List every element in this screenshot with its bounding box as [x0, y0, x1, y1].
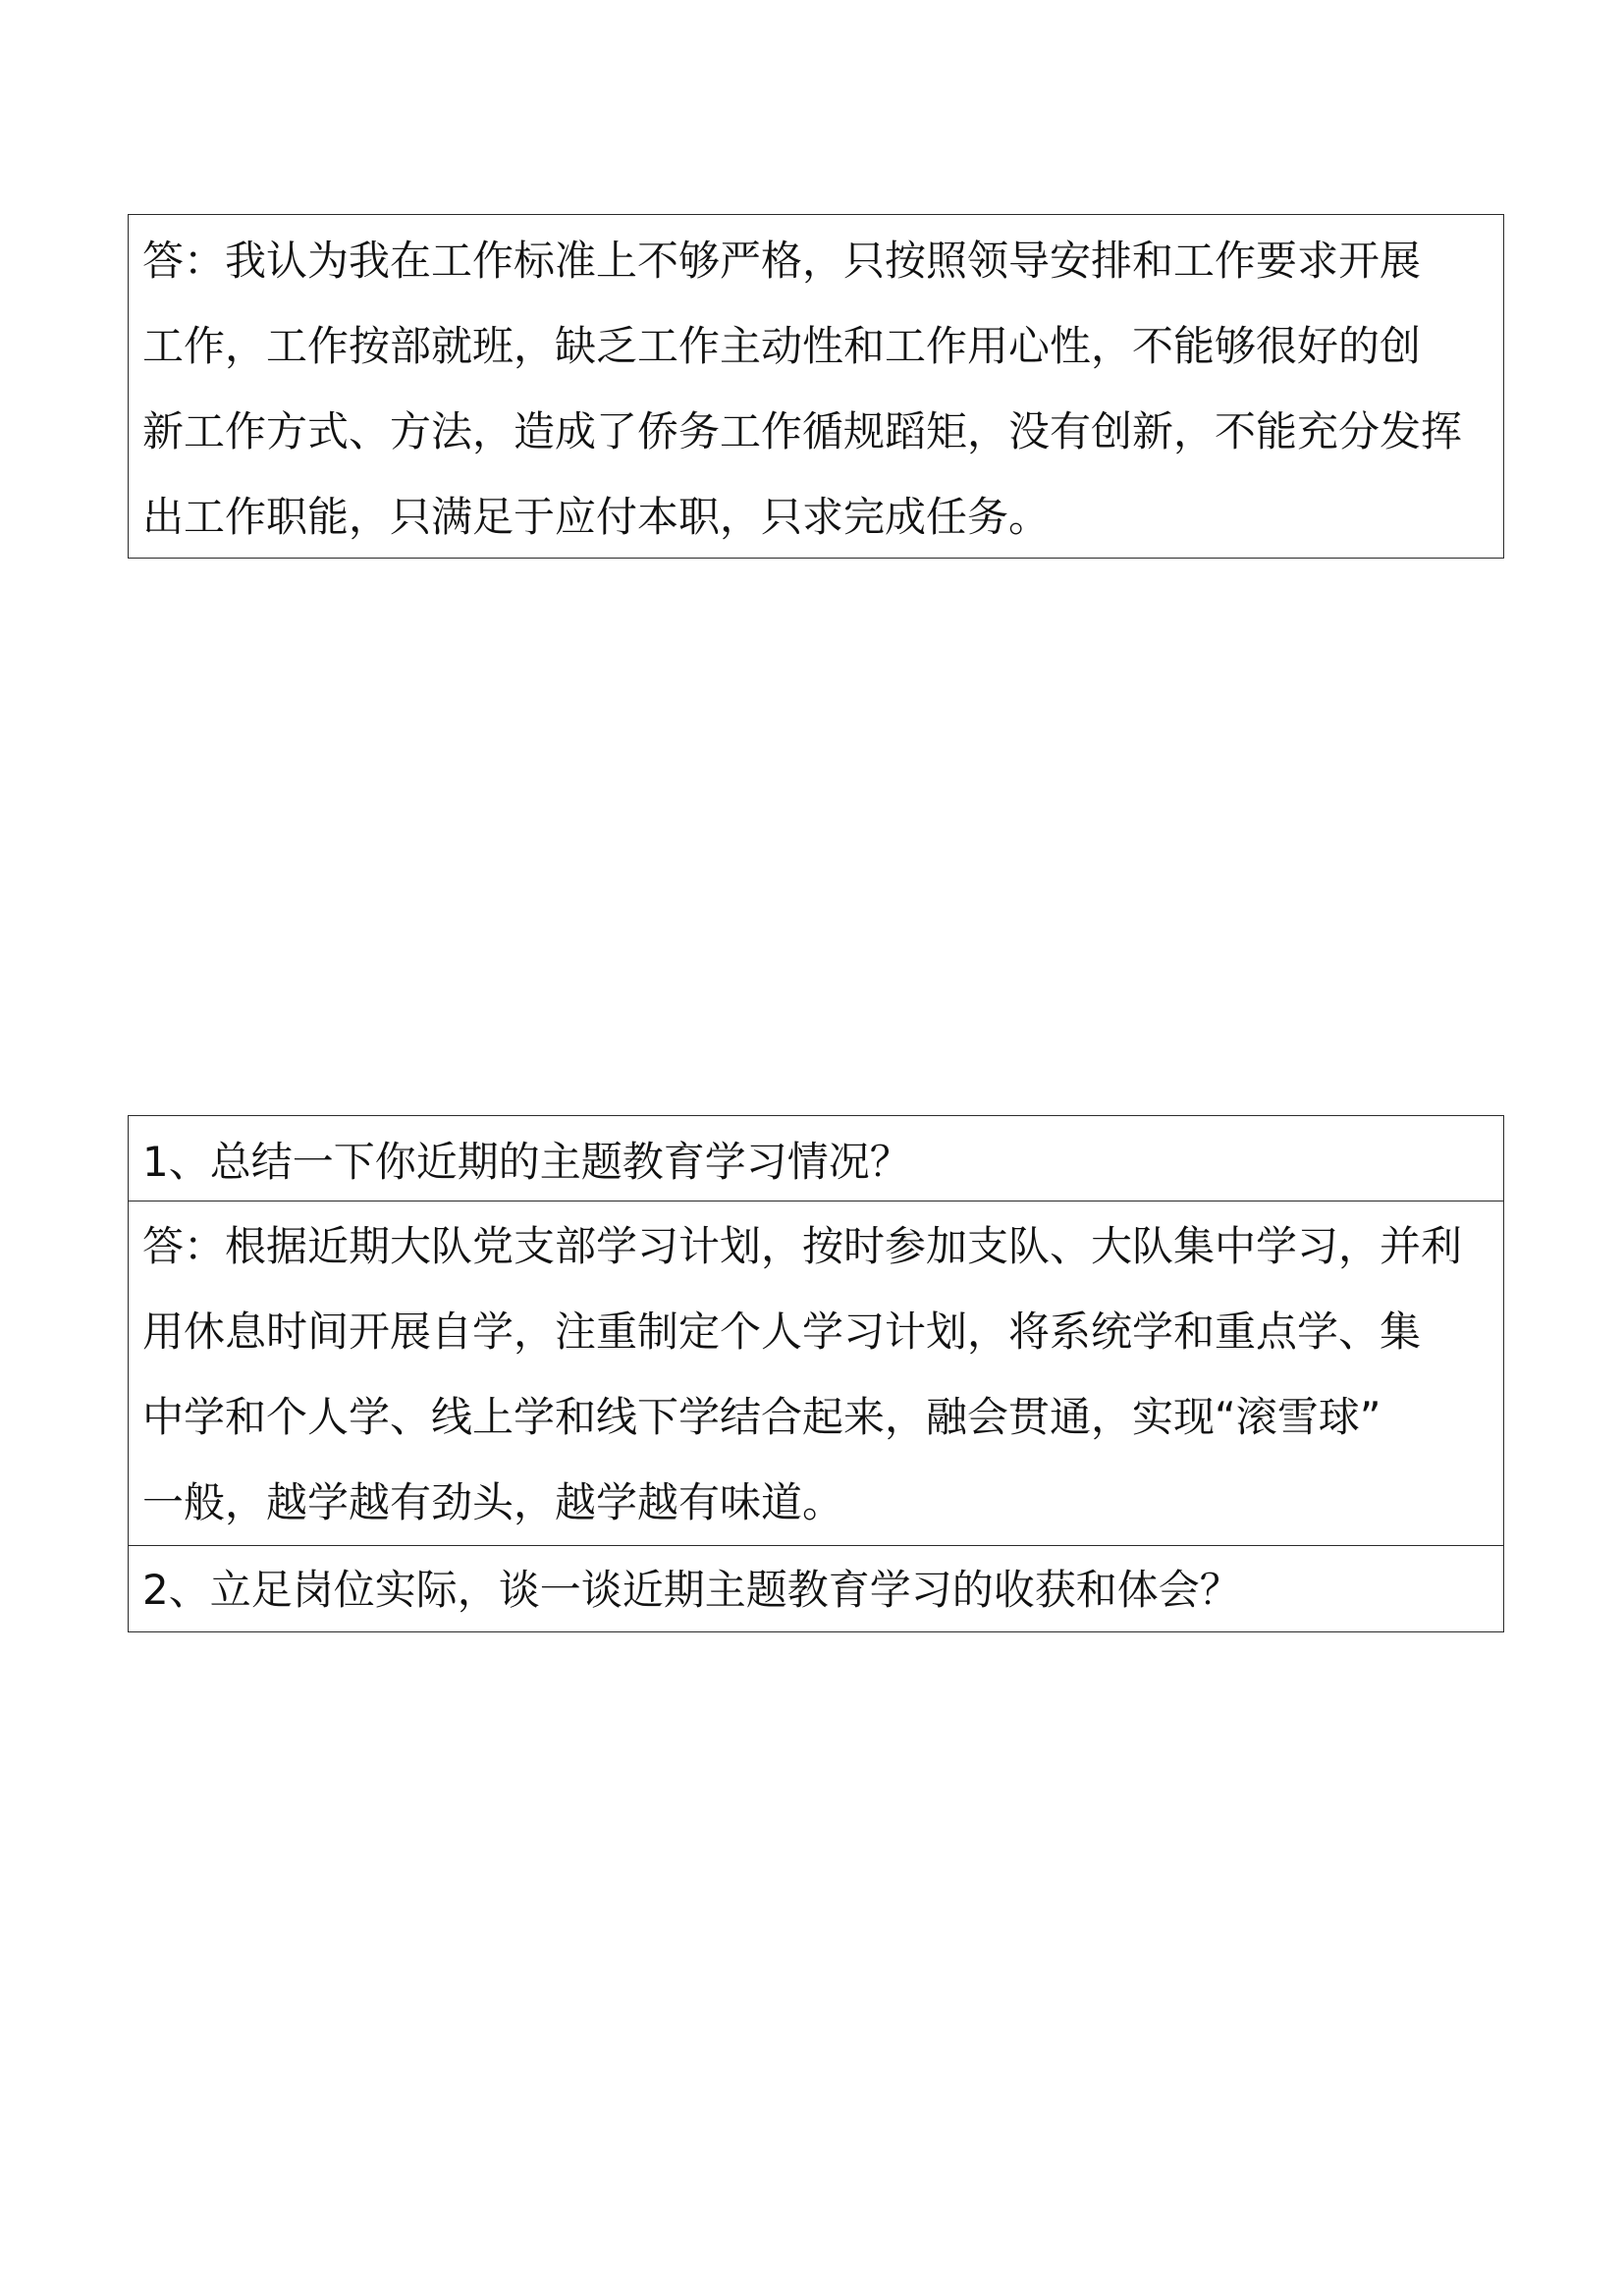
question-2: 2、立足岗位实际，谈一谈近期主题教育学习的收获和体会？	[142, 1566, 1241, 1614]
row-divider	[129, 1545, 1503, 1546]
question-1: 1、总结一下你近期的主题教育学习情况？	[142, 1138, 911, 1186]
answer1-line-4: 一般，越学越有劲头，越学越有味道。	[142, 1478, 844, 1526]
answer1-line-2: 用休息时间开展自学，注重制定个人学习计划，将系统学和重点学、集	[142, 1308, 1422, 1356]
qa-table	[128, 1115, 1504, 1632]
answer1-line-3: 中学和个人学、线上学和线下学结合起来，融会贯通，实现“滚雪球”	[142, 1393, 1381, 1441]
answer-line-3: 新工作方式、方法，造成了侨务工作循规蹈矩，没有创新，不能充分发挥	[142, 407, 1463, 455]
answer-line-4: 出工作职能，只满足于应付本职，只求完成任务。	[142, 493, 1051, 541]
answer-line-2: 工作，工作按部就班，缺乏工作主动性和工作用心性，不能够很好的创	[142, 322, 1422, 370]
answer-box	[128, 214, 1504, 559]
answer-line-1: 答：我认为我在工作标准上不够严格，只按照领导安排和工作要求开展	[142, 237, 1422, 285]
answer1-line-1: 答：根据近期大队党支部学习计划，按时参加支队、大队集中学习，并利	[142, 1222, 1463, 1270]
